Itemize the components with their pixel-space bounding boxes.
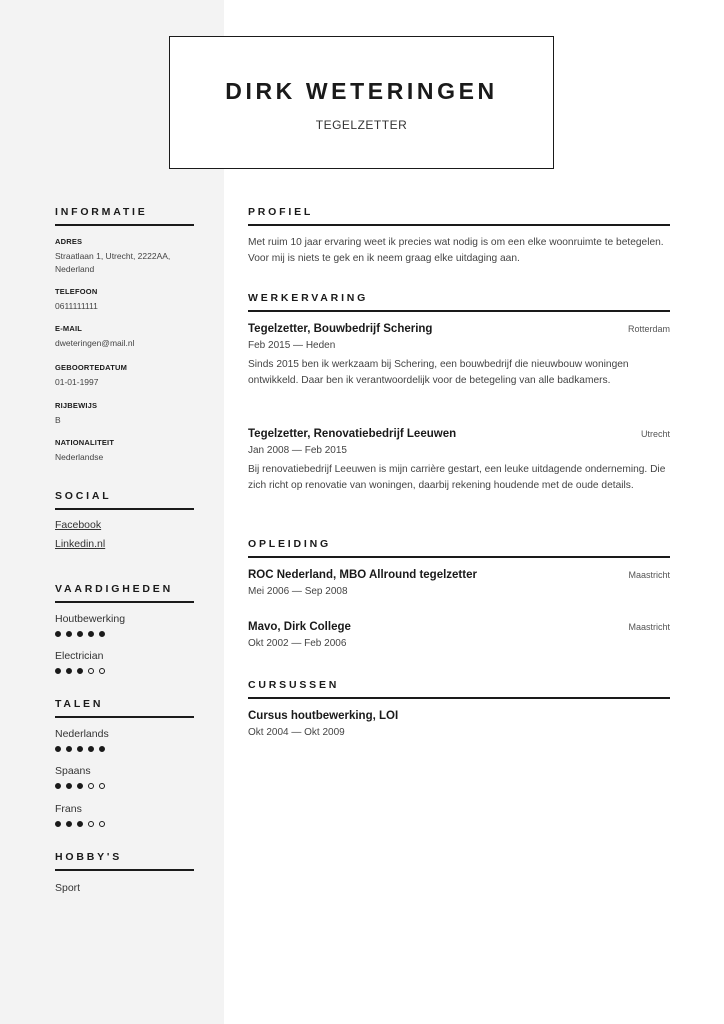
hobby-name: Sport bbox=[55, 882, 81, 894]
education-entry bbox=[248, 569, 670, 597]
hobby-item bbox=[55, 882, 194, 894]
info-birthdate bbox=[55, 363, 194, 389]
info-value: dweteringen@mail.nl bbox=[55, 338, 135, 348]
experience-dates: Jan 2008 — Feb 2015 bbox=[248, 445, 347, 456]
experience-job-title: Tegelzetter, Renovatiebedrijf Leeuwen bbox=[248, 428, 457, 440]
skill-rating bbox=[55, 631, 194, 639]
experience-description: Bij renovatiebedrijf Leeuwen is mijn carrière gestart, een leuke uitdagende onderneming. Die zich richt op renovatie van woningen, daarbij rekening houdende met de oude details. bbox=[248, 464, 666, 491]
courses-title: CURSUSSEN bbox=[248, 679, 670, 699]
skill-name: Electrician bbox=[55, 650, 104, 662]
education-title: OPLEIDING bbox=[248, 538, 670, 558]
rating-dot-filled bbox=[66, 746, 72, 752]
info-value: B bbox=[55, 415, 61, 425]
info-label: E-MAIL bbox=[55, 324, 83, 333]
education-entry bbox=[248, 621, 670, 649]
education-title-text: ROC Nederland, MBO Allround tegelzetter bbox=[248, 569, 477, 581]
experience-section bbox=[248, 292, 670, 312]
rating-dot-filled bbox=[66, 668, 72, 674]
rating-dot-filled bbox=[55, 631, 61, 637]
info-phone bbox=[55, 287, 194, 313]
social-title: SOCIAL bbox=[55, 490, 194, 510]
experience-title: WERKERVARING bbox=[248, 292, 670, 312]
rating-dot-filled bbox=[99, 746, 105, 752]
info-value: Nederlandse bbox=[55, 452, 104, 462]
rating-dot-filled bbox=[55, 746, 61, 752]
languages-section bbox=[55, 698, 194, 718]
facebook-link[interactable]: Facebook bbox=[55, 519, 102, 531]
linkedin-link[interactable]: Linkedin.nl bbox=[55, 538, 106, 550]
language-name: Nederlands bbox=[55, 728, 109, 740]
rating-dot-empty bbox=[88, 821, 94, 827]
rating-dot-empty bbox=[99, 821, 105, 827]
skill-item bbox=[55, 613, 194, 639]
info-license bbox=[55, 401, 194, 427]
rating-dot-filled bbox=[77, 821, 83, 827]
course-dates: Okt 2004 — Okt 2009 bbox=[248, 727, 345, 738]
experience-dates: Feb 2015 — Heden bbox=[248, 340, 336, 351]
course-entry bbox=[248, 710, 670, 738]
profile-section bbox=[248, 206, 670, 226]
experience-job-title: Tegelzetter, Bouwbedrijf Schering bbox=[248, 323, 433, 335]
language-name: Spaans bbox=[55, 765, 91, 777]
profile-text: Met ruim 10 jaar ervaring weet ik precies wat nodig is om een elke woonruimte te betegelen. Voor mij is niets te gek en ik neem graag elke uitdaging aan. bbox=[248, 237, 664, 264]
profile-title: PROFIEL bbox=[248, 206, 670, 226]
language-rating bbox=[55, 821, 194, 829]
name-header-box bbox=[169, 36, 554, 169]
info-label: TELEFOON bbox=[55, 287, 98, 296]
social-section bbox=[55, 490, 194, 510]
candidate-name: DIRK WETERINGEN bbox=[225, 78, 498, 104]
skills-section bbox=[55, 583, 194, 603]
rating-dot-filled bbox=[99, 631, 105, 637]
language-item bbox=[55, 765, 194, 791]
job-title: TEGELZETTER bbox=[315, 118, 408, 132]
info-value: 01-01-1997 bbox=[55, 377, 99, 387]
experience-location: Utrecht bbox=[640, 429, 670, 439]
rating-dot-filled bbox=[77, 746, 83, 752]
social-links bbox=[55, 519, 194, 550]
rating-dot-filled bbox=[66, 821, 72, 827]
info-email bbox=[55, 324, 194, 350]
rating-dot-filled bbox=[77, 668, 83, 674]
hobbies-section bbox=[55, 851, 194, 871]
info-nationality bbox=[55, 438, 194, 464]
language-rating bbox=[55, 746, 194, 754]
skills-title: VAARDIGHEDEN bbox=[55, 583, 194, 603]
rating-dot-filled bbox=[66, 631, 72, 637]
rating-dot-filled bbox=[77, 783, 83, 789]
education-location: Maastricht bbox=[628, 570, 670, 580]
skill-name: Houtbewerking bbox=[55, 613, 126, 625]
rating-dot-filled bbox=[55, 783, 61, 789]
rating-dot-empty bbox=[88, 668, 94, 674]
info-label: GEBOORTEDATUM bbox=[55, 363, 128, 372]
rating-dot-filled bbox=[88, 631, 94, 637]
info-value: Straatlaan 1, Utrecht, 2222AA, Nederland bbox=[55, 251, 171, 274]
info-label: NATIONALITEIT bbox=[55, 438, 115, 447]
languages-title: TALEN bbox=[55, 698, 194, 718]
language-name: Frans bbox=[55, 803, 82, 815]
info-value: 0611111111 bbox=[55, 301, 98, 311]
skill-rating bbox=[55, 668, 194, 676]
skill-item bbox=[55, 650, 194, 676]
hobbies-title: HOBBY'S bbox=[55, 851, 194, 871]
education-dates: Mei 2006 — Sep 2008 bbox=[248, 586, 348, 597]
experience-entry bbox=[248, 428, 670, 493]
language-item bbox=[55, 728, 194, 754]
language-rating bbox=[55, 783, 194, 791]
rating-dot-filled bbox=[66, 783, 72, 789]
rating-dot-filled bbox=[55, 821, 61, 827]
education-section bbox=[248, 538, 670, 558]
rating-dot-empty bbox=[99, 783, 105, 789]
courses-section bbox=[248, 679, 670, 699]
education-location: Maastricht bbox=[628, 622, 670, 632]
profile-body bbox=[248, 235, 670, 266]
rating-dot-filled bbox=[55, 668, 61, 674]
language-item bbox=[55, 803, 194, 829]
experience-location: Rotterdam bbox=[627, 324, 670, 334]
rating-dot-empty bbox=[88, 783, 94, 789]
education-title-text: Mavo, Dirk College bbox=[248, 621, 351, 633]
rating-dot-filled bbox=[88, 746, 94, 752]
info-title: INFORMATIE bbox=[55, 206, 194, 226]
course-title: Cursus houtbewerking, LOI bbox=[248, 710, 399, 722]
rating-dot-filled bbox=[77, 631, 83, 637]
rating-dot-empty bbox=[99, 668, 105, 674]
info-address bbox=[55, 237, 194, 276]
experience-entry bbox=[248, 323, 670, 388]
info-label: RIJBEWIJS bbox=[55, 401, 98, 410]
education-dates: Okt 2002 — Feb 2006 bbox=[248, 638, 347, 649]
experience-description: Sinds 2015 ben ik werkzaam bij Schering, een bouwbedrijf die nieuwbouw woningen ontwikkeld. Daar ben ik verantwoordelijk voor de betegeling van alle badkamers. bbox=[248, 359, 629, 386]
info-section bbox=[55, 206, 194, 226]
info-label: ADRES bbox=[55, 237, 83, 246]
